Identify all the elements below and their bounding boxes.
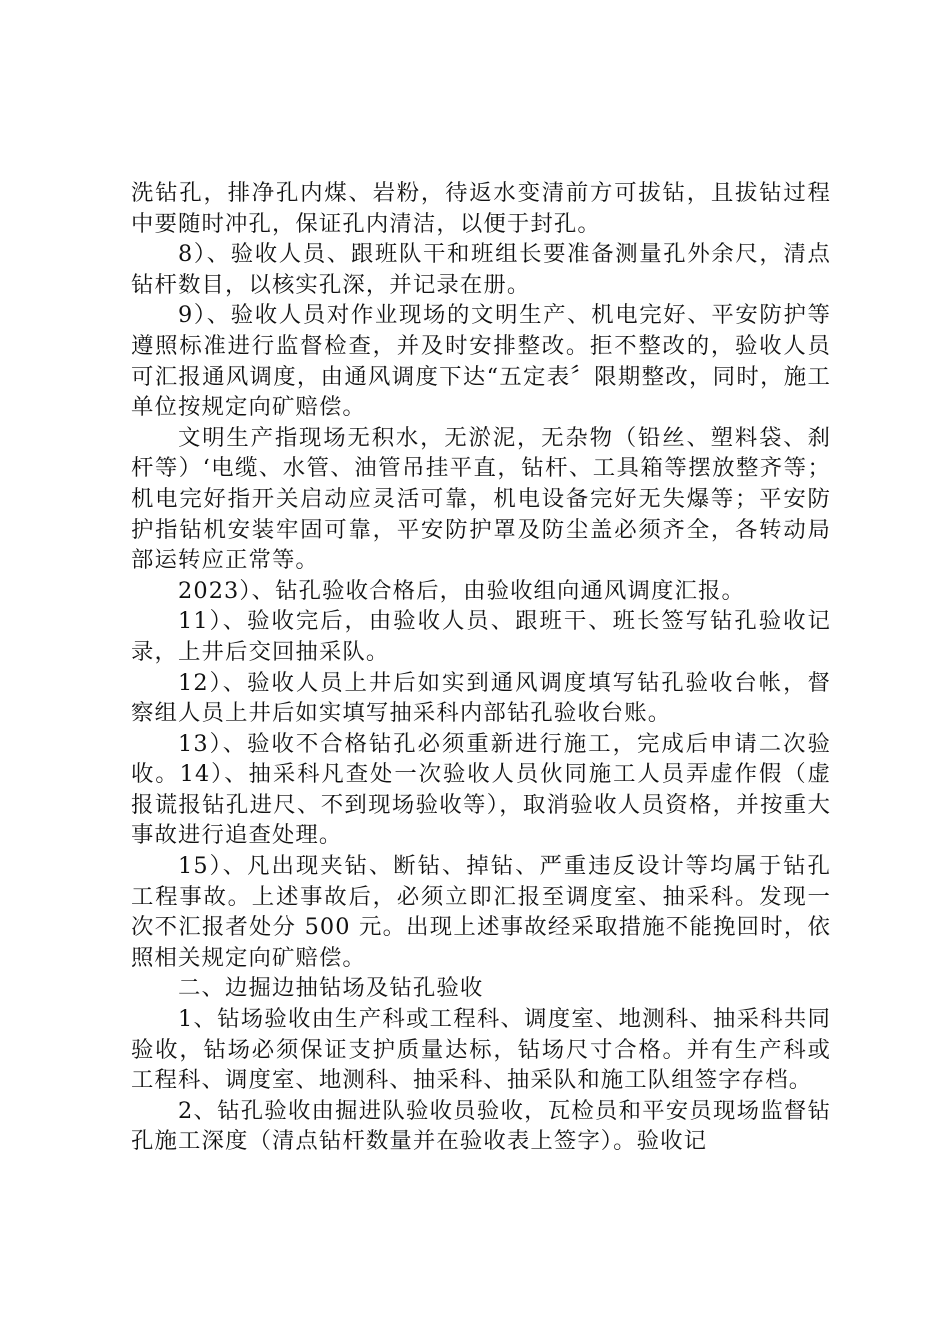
paragraph-section2-item-1: 1、钻场验收由生产科或工程科、调度室、地测科、抽采科共同验收，钻场必须保证支护质量达标，钻场尺寸合格。并有生产科或工程科、调度室、地测科、抽采科、抽采队和施工队组签字存档。 [131, 1006, 831, 1094]
paragraph-item-10: 2023）、钻孔验收合格后，由验收组向通风调度汇报。 [178, 577, 745, 604]
paragraph-item-8: 8）、验收人员、跟班队干和班组长要准备测量孔外余尺，清点钻杆数目，以核实孔深，并记录在册。 [131, 241, 831, 298]
document-body [131, 178, 831, 1157]
paragraph-item-15: 15）、凡出现夹钻、断钻、掉钻、严重违反设计等均属于钻孔工程事故。上述事故后，必须立即汇报至调度室、抽采科。发现一次不汇报者处分 500 元。出现上述事故经采取措施不能挽回时，依照相关规定向矿赔偿。 [131, 853, 831, 971]
paragraph-item-9: 9）、验收人员对作业现场的文明生产、机电完好、平安防护等遵照标准进行监督检查，并及时安排整改。拒不整改的，验收人员可汇报通风调度，由通风调度下达“五定表〞限期整改，同时，施工单位按规定向矿赔偿。 [131, 302, 831, 421]
paragraph-item-11: 11）、验收完后，由验收人员、跟班干、班长签写钻孔验收记录，上井后交回抽采队。 [131, 608, 831, 665]
paragraph-section2-item-2: 2、钻孔验收由掘进队验收员验收，瓦检员和平安员现场监督钻孔施工深度（清点钻杆数量并在验收表上签字）。验收记 [131, 1097, 831, 1155]
paragraph-item-12: 12）、验收人员上井后如实到通风调度填写钻孔验收台帐，督察组人员上井后如实填写抽采科内部钻孔验收台账。 [131, 669, 831, 727]
paragraph-item-13-14: 13）、验收不合格钻孔必须重新进行施工，完成后申请二次验收。14）、抽采科凡查处一次验收人员伙同施工人员弄虚作假（虚报谎报钻孔进尺、不到现场验收等），取消验收人员资格，并按重大事故进行追查处理。 [131, 730, 831, 849]
paragraph-continuation: 洗钻孔，排净孔内煤、岩粉，待返水变清前方可拔钻，且拔钻过程中要随时冲孔，保证孔内清洁，以便于封孔。 [131, 180, 831, 237]
paragraph-civilized-production: 文明生产指现场无积水，无淤泥，无杂物（铅丝、塑料袋、刹杆等）‘电缆、水管、油管吊挂平直，钻杆、工具箱等摆放整齐等；机电完好指开关启动应灵活可靠，机电设备完好无失爆等；平安防护指钻机安装牢固可靠，平安防护罩及防尘盖必须齐全，各转动局部运转应正常等。 [131, 424, 831, 574]
section-heading-2: 二、边掘边抽钻场及钻孔验收 [178, 975, 484, 1002]
